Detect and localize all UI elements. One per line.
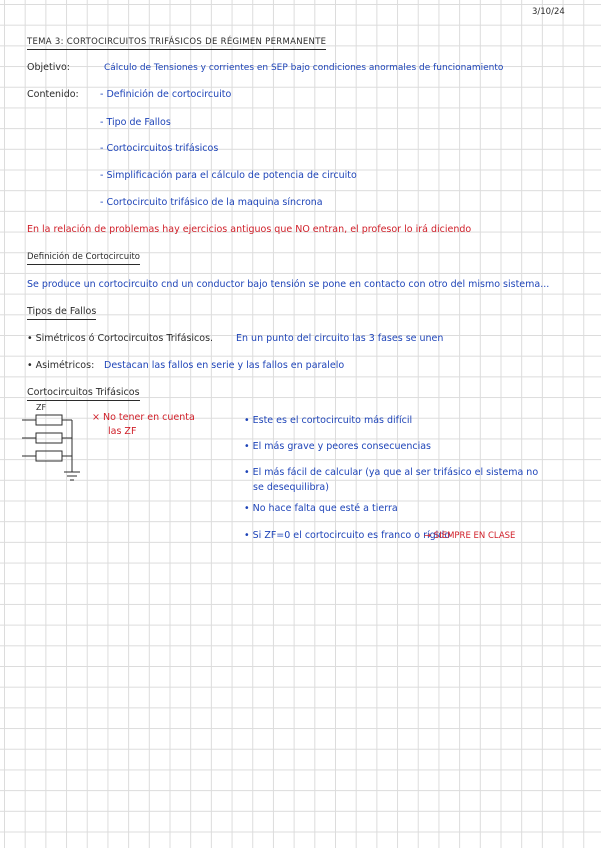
tipos-heading: Tipos de Fallos [27,306,96,320]
trifasico-bullet: • El más grave y peores consecuencias [244,441,432,452]
zf-note-line1: × No tener en cuenta [92,412,195,423]
zf-note-line2: las ZF [108,426,137,437]
simetricos-label: • Simétricos ó Cortocircuitos Trifásicos. [27,333,214,344]
page-title: TEMA 3: CORTOCIRCUITOS TRIFÁSICOS DE RÉGIMEN PERMANENTE [27,36,326,50]
asimetricos-label: • Asimétricos: [27,360,95,371]
asimetricos-text: Destacan las fallos en serie y las fallos en paralelo [104,360,345,371]
definicion-heading: Definición de Cortocircuito [27,251,140,265]
trifasico-bullet: • Este es el cortocircuito más difícil [244,415,413,426]
siempre-en-clase-note: → SIEMPRE EN CLASE [424,531,516,541]
simetricos-text: En un punto del circuito las 3 fases se unen [236,333,444,344]
contenido-label: Contenido: [27,89,79,100]
contenido-item: - Cortocircuito trifásico de la maquina síncrona [100,197,323,208]
contenido-item: - Cortocircuitos trifásicos [100,143,219,154]
date: 3/10/24 [532,7,565,17]
contenido-item: - Simplificación para el cálculo de potencia de circuito [100,170,357,181]
three-phase-fault-diagram-icon [20,400,102,486]
objetivo-label: Objetivo: [27,62,70,73]
trifasicos-heading: Cortocircuitos Trifásicos [27,387,140,401]
objetivo-text: Cálculo de Tensiones y corrientes en SEP bajo condiciones anormales de funcionamiento [104,63,504,73]
trifasico-bullet: • No hace falta que esté a tierra [244,503,398,514]
contenido-item: - Tipo de Fallos [100,117,171,128]
exam-note: En la relación de problemas hay ejercicios antiguos que NO entran, el profesor lo irá diciendo [27,224,472,235]
zf-label: ZF [36,403,47,412]
contenido-item: - Definición de cortocircuito [100,89,232,100]
trifasico-bullet: • Si ZF=0 el cortocircuito es franco o rígido [244,530,451,541]
definicion-text: Se produce un cortocircuito cnd un conductor bajo tensión se pone en contacto con otro del mismo sistema... [27,279,550,290]
trifasico-bullet-continuation: se desequilibra) [253,482,329,493]
trifasico-bullet: • El más fácil de calcular (ya que al ser trifásico el sistema no [244,467,539,478]
